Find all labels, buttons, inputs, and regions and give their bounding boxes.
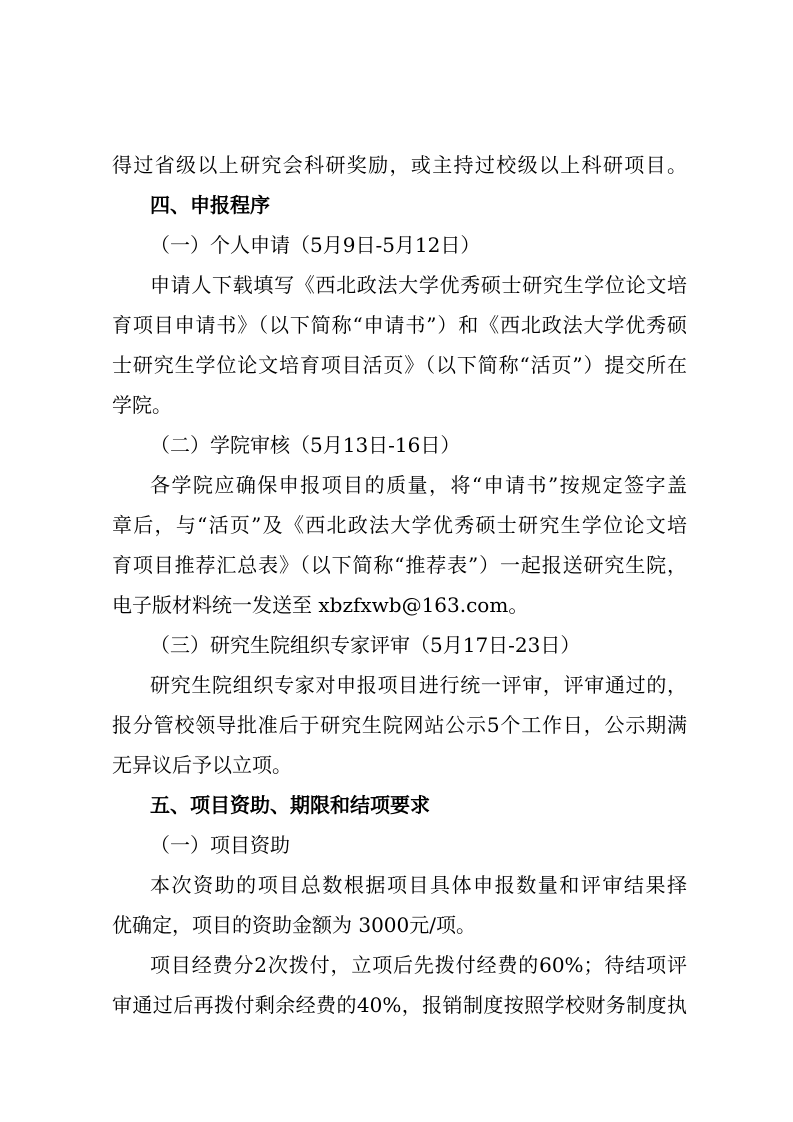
- paragraph-line: 项目经费分2次拨付，立项后先拨付经费的60%；待结项评: [150, 953, 687, 977]
- paragraph-line: 章后，与“活页”及《西北政法大学优秀硕士研究生学位论文培: [112, 513, 687, 537]
- paragraph-line: 无异议后予以立项。: [112, 753, 292, 777]
- paragraph-line: 优确定，项目的资助金额为 3000元/项。: [112, 913, 476, 937]
- section-heading-application-procedure: 四、申报程序: [150, 193, 270, 217]
- paragraph-line: 申请人下载填写《西北政法大学优秀硕士研究生学位论文培: [150, 273, 687, 297]
- paragraph-line: 研究生院组织专家对申报项目进行统一评审，评审通过的，: [150, 673, 687, 697]
- subsection-heading-college-review: （二）学院审核（5月13日-16日）: [150, 433, 461, 457]
- subsection-heading-project-funding: （一）项目资助: [150, 833, 290, 857]
- paragraph-line: 电子版材料统一发送至 xbzfxwb@163.com。: [112, 593, 529, 617]
- paragraph-line: 本次资助的项目总数根据项目具体申报数量和评审结果择: [150, 873, 687, 897]
- subsection-heading-expert-review: （三）研究生院组织专家评审（5月17日-23日）: [150, 633, 581, 657]
- paragraph-line: 审通过后再拨付剩余经费的40%，报销制度按照学校财务制度执: [112, 993, 687, 1017]
- paragraph-line: 报分管校领导批准后于研究生院网站公示5个工作日，公示期满: [112, 713, 687, 737]
- paragraph-line: 士研究生学位论文培育项目活页》（以下简称“活页”）提交所在: [112, 353, 687, 377]
- subsection-heading-individual-application: （一）个人申请（5月9日-5月12日）: [150, 233, 481, 257]
- paragraph-line: 育项目申请书》（以下简称“申请书”）和《西北政法大学优秀硕: [112, 313, 687, 337]
- paragraph-line: 得过省级以上研究会科研奖励，或主持过校级以上科研项目。: [112, 153, 687, 177]
- paragraph-line: 育项目推荐汇总表》（以下简称“推荐表”）一起报送研究生院，: [112, 553, 687, 577]
- paragraph-line: 各学院应确保申报项目的质量，将“申请书”按规定签字盖: [150, 473, 687, 497]
- section-heading-funding-duration-completion: 五、项目资助、期限和结项要求: [150, 793, 430, 817]
- paragraph-line: 学院。: [112, 393, 172, 417]
